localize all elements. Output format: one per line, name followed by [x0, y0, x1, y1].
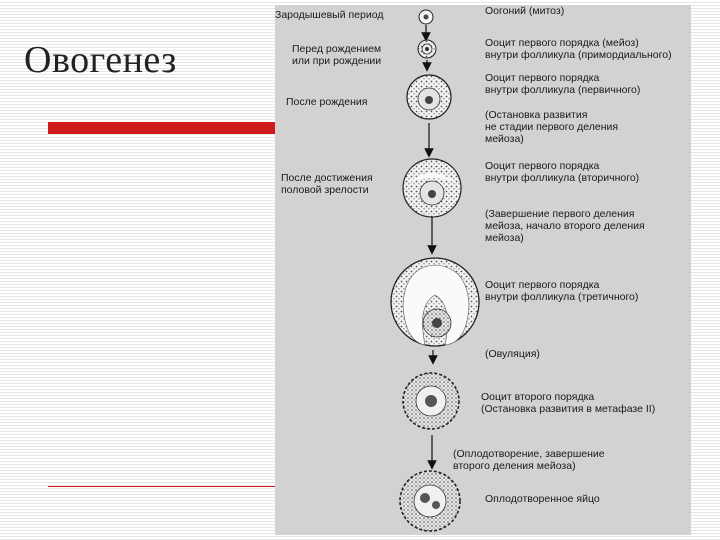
- stage-label: Оогоний (митоз): [485, 5, 565, 17]
- title-accent-bar: [48, 122, 280, 134]
- stage-label: Ооцит первого порядка внутри фолликула (вторичного): [485, 160, 640, 184]
- secondary-follicle: [403, 159, 461, 217]
- stage-label: Оплодотворенное яйцо: [485, 493, 600, 505]
- stage-label: (Остановка развития не стадии первого деления мейоза): [485, 109, 619, 145]
- period-label: После рождения: [286, 96, 368, 108]
- primordial-follicle: [418, 40, 436, 58]
- stage-label: Ооцит первого порядка внутри фолликула (первичного): [485, 72, 641, 96]
- oogonium-cell: [419, 10, 433, 24]
- stage-label: Ооцит первого порядка внутри фолликула (третичного): [485, 279, 639, 303]
- stage-label: Ооцит второго порядка (Остановка развития в метафазе II): [481, 391, 656, 415]
- fertilized-egg: [400, 471, 460, 531]
- oogenesis-figure: [275, 5, 691, 535]
- period-label: После достижения половой зрелости: [281, 172, 373, 196]
- tertiary-follicle: [391, 258, 479, 346]
- stage-label: (Оплодотворение, завершение второго деления мейоза): [453, 448, 605, 472]
- primary-follicle: [407, 75, 451, 119]
- stage-label: (Овуляция): [485, 348, 540, 360]
- bottom-accent-line: [48, 486, 280, 487]
- slide-title: Овогенез: [24, 39, 177, 81]
- period-label: Зародышевый период: [275, 9, 384, 21]
- stage-label: Ооцит первого порядка (мейоз) внутри фолликула (примордиального): [485, 37, 672, 61]
- period-label: Перед рождением или при рождении: [292, 43, 382, 67]
- secondary-oocyte: [403, 373, 459, 429]
- stage-label: (Завершение первого деления мейоза, начало второго деления мейоза): [485, 208, 645, 244]
